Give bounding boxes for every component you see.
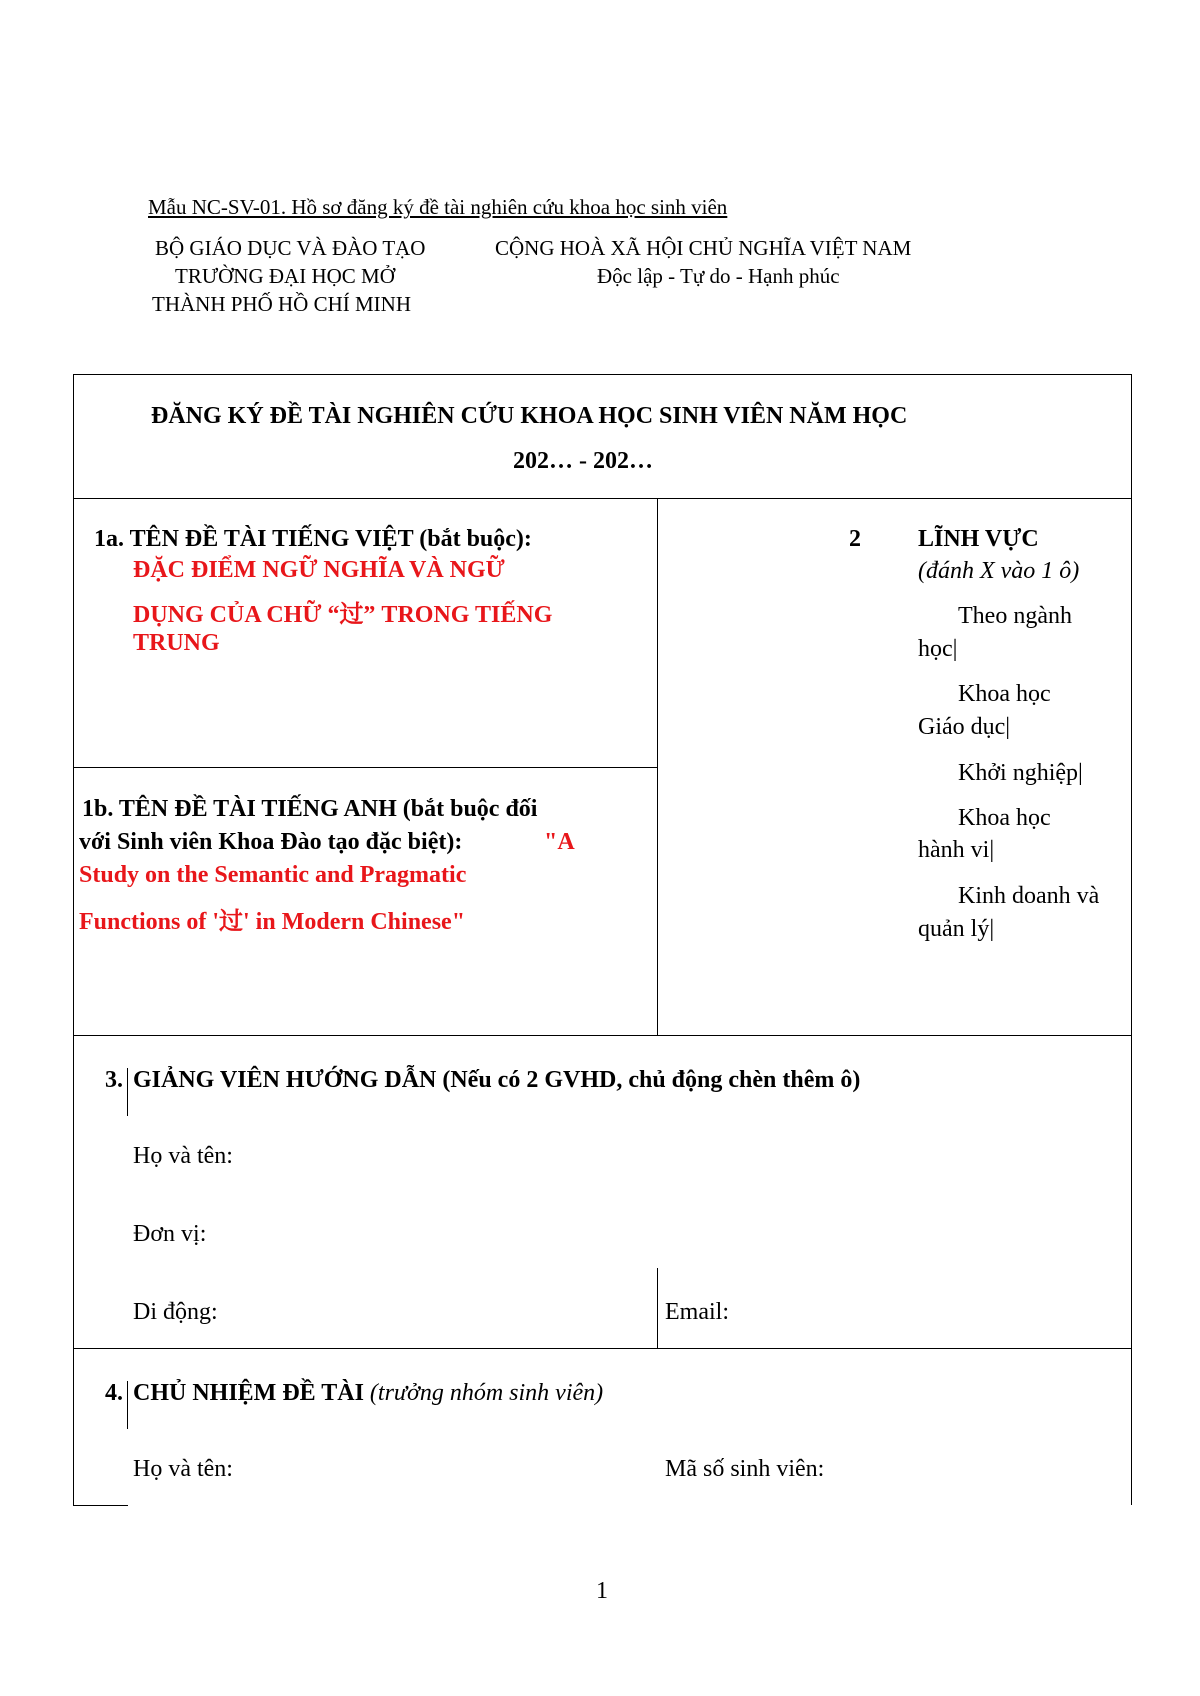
section-1a-label: 1a. TÊN ĐỀ TÀI TIẾNG VIỆT (bắt buộc):: [94, 526, 532, 552]
advisor-unit-label: Đơn vị:: [133, 1221, 207, 1247]
section-1b-value-line1: Study on the Semantic and Pragmatic: [79, 862, 467, 888]
registration-title-line1: ĐĂNG KÝ ĐỀ TÀI NGHIÊN CỨU KHOA HỌC SINH VIÊN NĂM HỌC: [151, 403, 908, 429]
ministry-name: BỘ GIÁO DỤC VÀ ĐÀO TẠO: [155, 236, 426, 260]
section-1b-label-line1: 1b. TÊN ĐỀ TÀI TIẾNG ANH (bắt buộc đối: [82, 796, 538, 822]
section-2-hint: (đánh X vào 1 ô): [918, 558, 1080, 584]
advisor-mobile-label: Di động:: [133, 1299, 218, 1325]
advisor-name-label: Họ và tên:: [133, 1143, 233, 1169]
section-1a-value-line2: DỤNG CỦA CHỮ “过” TRONG TIẾNG: [133, 602, 553, 628]
form-code-title: Mẫu NC-SV-01. Hồ sơ đăng ký đề tài nghiên cứu khoa học sinh viên: [148, 195, 728, 219]
section-2-number: 2: [849, 526, 861, 552]
section-1b-value-start: "A: [544, 829, 575, 855]
university-city: THÀNH PHỐ HỒ CHÍ MINH: [152, 292, 411, 316]
section-4-hint: (trưởng nhóm sinh viên): [369, 1380, 604, 1406]
advisor-email-label: Email:: [665, 1299, 729, 1325]
section-1a-value-line3: TRUNG: [133, 630, 220, 656]
section-2-label: LĨNH VỰC: [918, 526, 1039, 552]
field-option-major-line1[interactable]: Theo ngành: [958, 603, 1072, 629]
section-4-label: CHỦ NHIỆM ĐỀ TÀI: [133, 1380, 364, 1406]
section-1b-value-line2: Functions of '过' in Modern Chinese": [79, 909, 466, 935]
country-name: CỘNG HOÀ XÃ HỘI CHỦ NGHĨA VIỆT NAM: [495, 236, 912, 260]
field-option-business-line1[interactable]: Kinh doanh và: [958, 883, 1100, 909]
section-3-label: GIẢNG VIÊN HƯỚNG DẪN (Nếu có 2 GVHD, chủ động chèn thêm ô): [133, 1067, 861, 1093]
country-motto: Độc lập - Tự do - Hạnh phúc: [597, 264, 840, 288]
registration-title-line2: 202… - 202…: [513, 448, 653, 474]
section-1a-value-line1: ĐẶC ĐIỂM NGỮ NGHĨA VÀ NGỮ: [133, 557, 505, 583]
section-4-number: 4.: [105, 1380, 123, 1406]
page-number: 1: [596, 1578, 608, 1604]
section-1b-label-line2: với Sinh viên Khoa Đào tạo đặc biệt):: [79, 829, 463, 855]
leader-name-label: Họ và tên:: [133, 1456, 233, 1482]
field-option-behavior-line2[interactable]: hành vi|: [918, 837, 995, 863]
university-name: TRƯỜNG ĐẠI HỌC MỞ: [175, 264, 395, 288]
field-option-startup[interactable]: Khởi nghiệp|: [958, 760, 1083, 786]
leader-student-id-label: Mã số sinh viên:: [665, 1456, 825, 1482]
field-option-major-line2[interactable]: học|: [918, 636, 958, 662]
field-option-behavior-line1[interactable]: Khoa học: [958, 805, 1051, 831]
field-option-business-line2[interactable]: quản lý|: [918, 916, 995, 942]
field-option-education-line2[interactable]: Giáo dục|: [918, 714, 1011, 740]
section-3-number: 3.: [105, 1067, 123, 1093]
field-option-education-line1[interactable]: Khoa học: [958, 681, 1051, 707]
